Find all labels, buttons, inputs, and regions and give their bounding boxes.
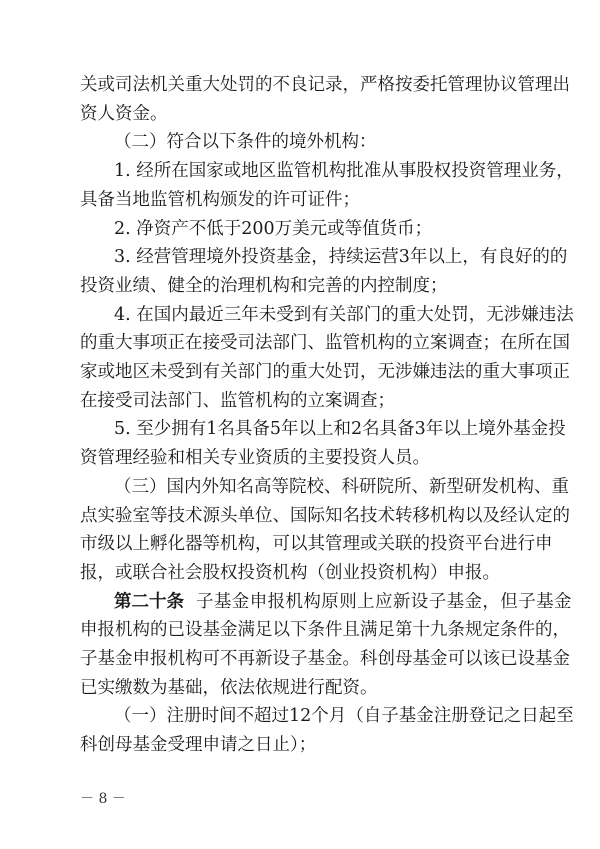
paragraph-line: 的重大事项正在接受司法部门、监管机构的立案调查；在所在国 — [80, 333, 570, 354]
paragraph-line: 3. 经营管理境外投资基金，持续运营3年以上，有良好的的 — [114, 247, 568, 268]
paragraph-line: 5. 至少拥有1名具备5年以上和2名具备3年以上境外基金投 — [114, 419, 566, 440]
paragraph-line: 具备当地监管机构颁发的许可证件； — [80, 189, 360, 210]
paragraph-line: 市级以上孵化器等机构，可以其管理或关联的投资平台进行申 — [80, 534, 553, 555]
page-number: － 8 － — [80, 791, 126, 807]
paragraph-line: 资管理经验和相关专业资质的主要投资人员。 — [80, 448, 430, 469]
paragraph-line: 1. 经所在国家或地区监管机构批准从事股权投资管理业务， — [114, 161, 574, 182]
paragraph-line: 家或地区未受到有关部门的重大处罚，无涉嫌违法的重大事项正 — [80, 362, 570, 382]
paragraph-line: 在接受司法部门、监管机构的立案调查； — [80, 390, 395, 411]
paragraph-line: 报，或联合社会股权投资机构（创业投资机构）申报。 — [80, 562, 500, 583]
article-number: 第二十条 — [114, 591, 184, 612]
paragraph-line: 投资业绩、健全的治理机构和完善的内控制度； — [80, 275, 448, 296]
paragraph-line: 点实验室等技术源头单位、国际知名技术转移机构以及经认定的 — [80, 505, 570, 526]
paragraph-line: 申报机构的已设基金满足以下条件且满足第十九条规定条件的， — [80, 620, 570, 641]
paragraph-line: 2. 净资产不低于200万美元或等值货币； — [114, 218, 433, 239]
article-text: 子基金申报机构原则上应新设子基金，但子基金 — [196, 591, 572, 612]
paragraph-line: （一）注册时间不超过12个月（自子基金注册登记之日起至 — [114, 706, 574, 727]
article-line — [114, 591, 572, 613]
paragraph-line: 关或司法机关重大处罚的不良记录，严格按委托管理协议管理出 — [80, 75, 570, 95]
paragraph-line: 资人资金。 — [80, 103, 168, 124]
section-heading: （三）国内外知名高等院校、科研院所、新型研发机构、重 — [114, 476, 569, 497]
paragraph-line: 4. 在国内最近三年未受到有关部门的重大处罚，无涉嫌违法 — [114, 304, 574, 325]
paragraph-line: 子基金申报机构可不再新设子基金。科创母基金可以该已设基金 — [80, 649, 570, 669]
paragraph-line: 科创母基金受理申请之日止）； — [80, 735, 317, 756]
paragraph-line: 已实缴数为基础，依法依规进行配资。 — [80, 677, 378, 698]
section-heading: （二）符合以下条件的境外机构： — [114, 132, 377, 153]
